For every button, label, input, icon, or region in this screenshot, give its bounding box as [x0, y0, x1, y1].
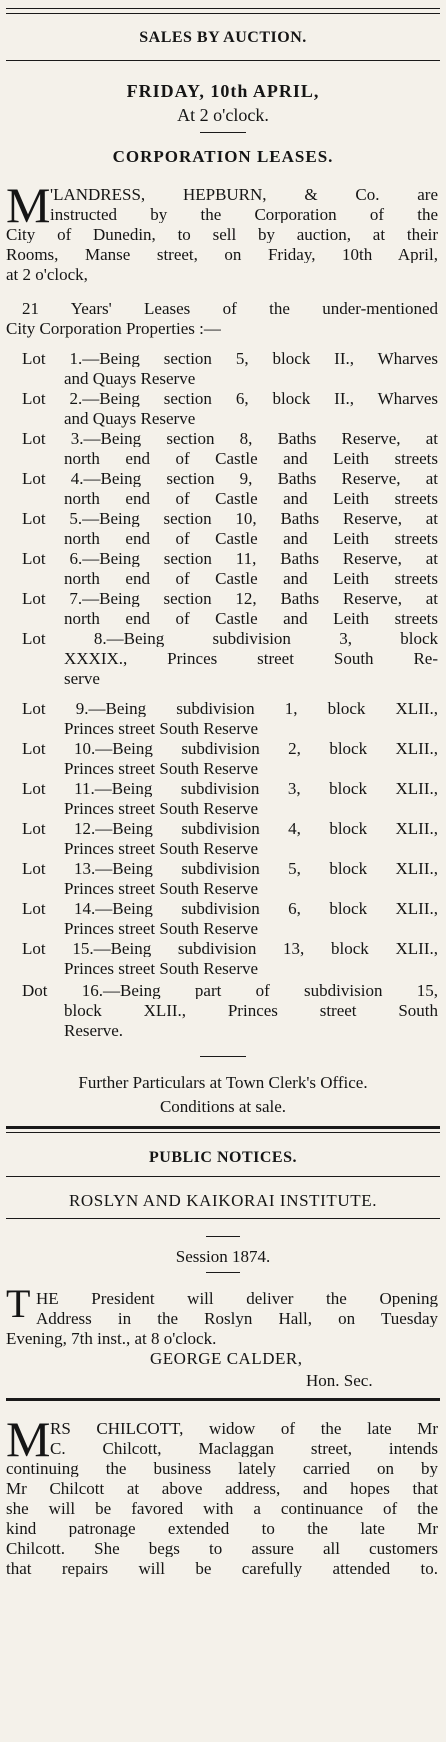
dropcap-m: M	[6, 177, 51, 233]
short-rule	[206, 1236, 240, 1237]
lot-line: Princes street South Reserve	[64, 799, 259, 818]
auction-time: At 2 o'clock.	[177, 105, 269, 125]
notice-line: HE President will deliver the Opening	[36, 1290, 438, 1307]
lot-line: Lot 2.—Being section 6, block II., Wharves	[22, 390, 438, 407]
lot-line: Princes street South Reserve	[64, 879, 259, 898]
chilcott-line: that repairs will be carefully attended to.	[6, 1560, 438, 1577]
section-rule	[6, 1218, 440, 1219]
lot-line: Princes street South Reserve	[64, 759, 259, 778]
chilcott-line: RS CHILCOTT, widow of the late Mr	[50, 1420, 438, 1437]
notice-break-rule	[6, 1398, 440, 1401]
notices-heading: PUBLIC NOTICES.	[149, 1149, 297, 1166]
further-particulars: Further Particulars at Town Clerk's Office.	[78, 1073, 368, 1092]
chilcott-line: continuing the business lately carried on by	[6, 1460, 438, 1477]
intro-line: Rooms, Manse street, on Friday, 10th April,	[6, 246, 438, 263]
lot-line: Lot 9.—Being subdivision 1, block XLII.,	[22, 700, 438, 717]
conditions: Conditions at sale.	[159, 1097, 287, 1116]
lot-line: Lot 10.—Being subdivision 2, block XLII.,	[22, 740, 438, 757]
institute-name: ROSLYN AND KAIKORAI INSTITUTE.	[68, 1191, 378, 1210]
lot-line: north end of Castle and Leith streets	[64, 610, 438, 627]
lot-line: Lot 7.—Being section 12, Baths Reserve, at	[22, 590, 438, 607]
lot-line: serve	[64, 669, 100, 688]
section-rule	[6, 60, 440, 61]
auction-date: FRIDAY, 10th APRIL,	[126, 81, 320, 101]
signature-title: Hon. Sec.	[306, 1371, 373, 1390]
chilcott-line: she will be favored with a continuance of the	[6, 1500, 438, 1517]
lot-line: north end of Castle and Leith streets	[64, 450, 438, 467]
lot-line: Lot 3.—Being section 8, Baths Reserve, at	[22, 430, 438, 447]
notice-line: Address in the Roslyn Hall, on Tuesday	[36, 1310, 438, 1327]
short-rule	[200, 1056, 246, 1057]
lot-line: north end of Castle and Leith streets	[64, 570, 438, 587]
lot-line: Lot 14.—Being subdivision 6, block XLII.,	[22, 900, 438, 917]
lot-line: and Quays Reserve	[64, 409, 196, 428]
lot-line: block XLII., Princes street South	[64, 1002, 438, 1019]
notice-line: Evening, 7th inst., at 8 o'clock.	[6, 1329, 217, 1348]
auction-subheading: CORPORATION LEASES.	[112, 147, 334, 166]
top-rule-2	[6, 13, 440, 14]
dropcap-m: M	[6, 1411, 51, 1467]
lot-line: Princes street South Reserve	[64, 959, 259, 978]
section-break-rule	[6, 1126, 440, 1129]
section-break-rule-2	[6, 1132, 440, 1133]
section-rule	[6, 1176, 440, 1177]
lot-line: Lot 12.—Being subdivision 4, block XLII.,	[22, 820, 438, 837]
short-rule	[206, 1272, 240, 1273]
lot-line: Lot 5.—Being section 10, Baths Reserve, at	[22, 510, 438, 527]
sales-heading: SALES BY AUCTION.	[139, 29, 307, 46]
lot-line: Reserve.	[64, 1021, 124, 1040]
intro-line: instructed by the Corporation of the	[50, 206, 438, 223]
signature: GEORGE CALDER,	[150, 1349, 303, 1368]
lot-line: Lot 13.—Being subdivision 5, block XLII.,	[22, 860, 438, 877]
lot-line: Lot 6.—Being section 11, Baths Reserve, at	[22, 550, 438, 567]
intro-line: at 2 o'clock,	[6, 265, 88, 284]
leases-line: City Corporation Properties :—	[6, 319, 221, 338]
intro-line: 'LANDRESS, HEPBURN, & Co. are	[50, 186, 438, 203]
lot-line: north end of Castle and Leith streets	[64, 490, 438, 507]
lot-line: Lot 11.—Being subdivision 3, block XLII.,	[22, 780, 438, 797]
top-rule	[6, 8, 440, 9]
short-rule	[200, 132, 246, 133]
chilcott-line: kind patronage extended to the late Mr	[6, 1520, 438, 1537]
lot-line: north end of Castle and Leith streets	[64, 530, 438, 547]
lot-line: and Quays Reserve	[64, 369, 196, 388]
lot-line: Princes street South Reserve	[64, 919, 259, 938]
lot-line: Princes street South Reserve	[64, 719, 259, 738]
lot-line: Lot 1.—Being section 5, block II., Wharves	[22, 350, 438, 367]
lot-line: Princes street South Reserve	[64, 839, 259, 858]
chilcott-line: C. Chilcott, Maclaggan street, intends	[50, 1440, 438, 1457]
chilcott-line: Chilcott. She begs to assure all customers	[6, 1540, 438, 1557]
lot-line: Lot 8.—Being subdivision 3, block	[22, 630, 438, 647]
lot-line: Dot 16.—Being part of subdivision 15,	[22, 982, 438, 999]
leases-line: 21 Years' Leases of the under-mentioned	[22, 300, 438, 317]
intro-line: City of Dunedin, to sell by auction, at their	[6, 226, 438, 243]
dropcap-t: T	[6, 1281, 31, 1326]
lot-line: XXXIX., Princes street South Re-	[64, 650, 438, 667]
session: Session 1874.	[175, 1247, 271, 1266]
lot-line: Lot 4.—Being section 9, Baths Reserve, at	[22, 470, 438, 487]
chilcott-line: Mr Chilcott at above address, and hopes that	[6, 1480, 438, 1497]
lot-line: Lot 15.—Being subdivision 13, block XLII.,	[22, 940, 438, 957]
